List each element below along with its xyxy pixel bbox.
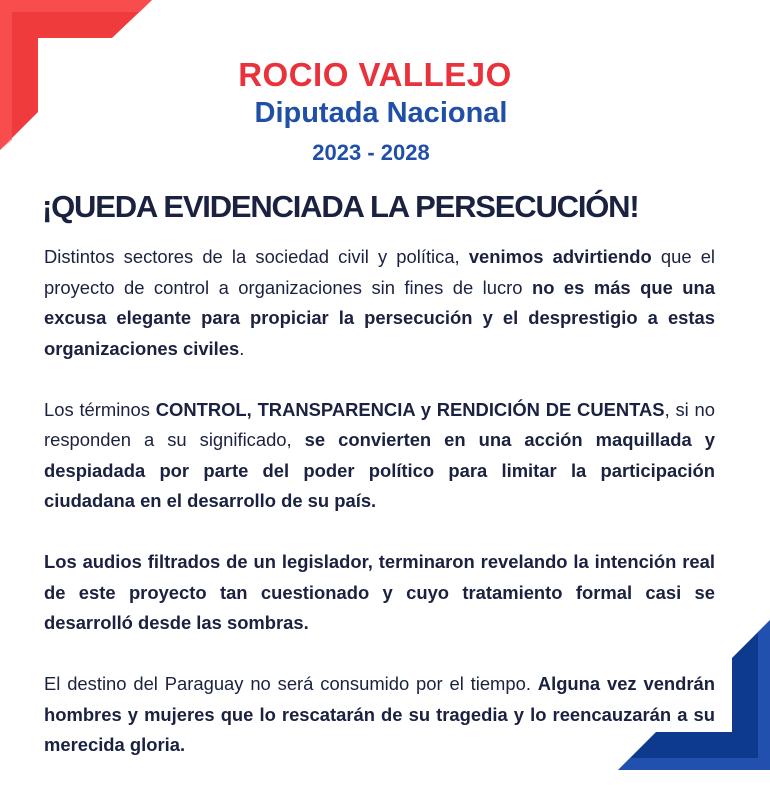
paragraph-2-emphasis: se convierten en una acción maquillada y despiadada por parte del poder político para limitar la participación ciudadana en el desarrollo de su país.: [44, 429, 715, 511]
paragraph-1-text: que el proyecto de control a organizaciones sin fines de lucro: [44, 246, 716, 298]
paragraph-2: [44, 395, 715, 517]
term-period: 2023 - 2028: [312, 140, 430, 165]
politician-name: ROCIO VALLEJO: [238, 56, 512, 93]
paragraph-1: [44, 242, 715, 364]
paragraph-1-text: Distintos sectores de la sociedad civil y política,: [44, 246, 469, 267]
paragraph-3-emphasis: Los audios filtrados de un legislador, terminaron revelando la intención real de este proyecto tan cuestionado y cuyo tratamiento formal casi se desarrolló desde las sombras.: [44, 551, 715, 633]
paragraph-4-emphasis: Alguna vez vendrán hombres y mujeres que lo rescatarán de su tragedia y lo reencauzarán a su merecida gloria.: [44, 673, 716, 755]
headline: ¡QUEDA EVIDENCIADA LA PERSECUCIÓN!: [42, 189, 639, 224]
statement-body: [44, 242, 715, 791]
politician-role: Diputada Nacional: [254, 97, 508, 129]
paragraph-3: [44, 547, 715, 639]
paragraph-2-text: , si no responden a su significado,: [44, 398, 715, 450]
paragraph-2-emphasis: CONTROL, TRANSPARENCIA y RENDICIÓN DE CUENTAS: [155, 398, 665, 420]
paragraph-4-text: El destino del Paraguay no será consumido por el tiempo.: [44, 673, 538, 694]
paragraph-4: [44, 669, 715, 761]
paragraph-1-emphasis: venimos advirtiendo: [468, 246, 652, 267]
paragraph-1-text: .: [239, 337, 245, 359]
paragraph-2-text: Los términos: [44, 398, 156, 420]
paragraph-1-emphasis: no es más que una excusa elegante para propiciar la persecución y el desprestigio a estas organizaciones civiles: [44, 276, 715, 359]
